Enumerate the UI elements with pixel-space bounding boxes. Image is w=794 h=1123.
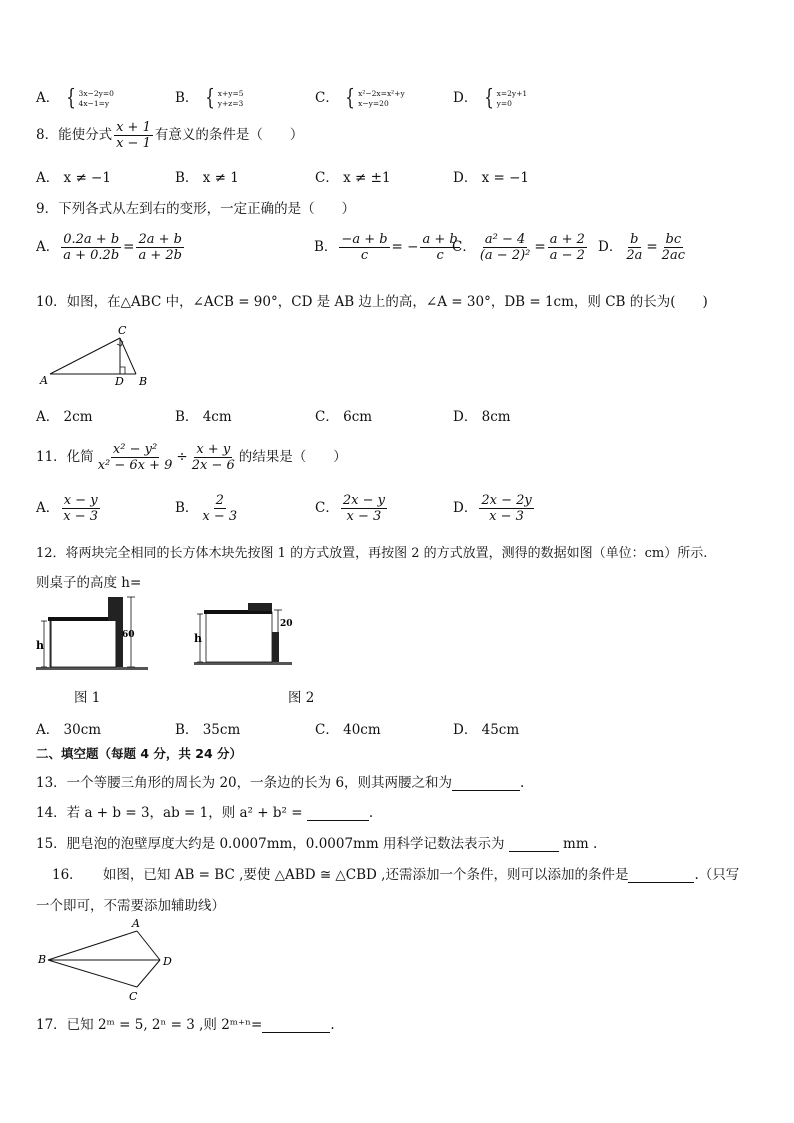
q7-a-eq2: 4x−1=y	[78, 98, 110, 108]
q11-fraction-2: $\frac{x + y}{2x - 6}$	[191, 442, 235, 473]
q16-stem-line2: 一个即可，不需要添加辅助线）	[36, 898, 225, 914]
section-heading-fill-in: 二、填空题（每题 4 分，共 24 分）	[36, 746, 243, 761]
q10-option-b: B． 4cm	[175, 409, 232, 425]
q11-option-a: A． $\frac{x - y}{x - 3}$	[36, 493, 99, 524]
q14-answer-blank[interactable]	[307, 807, 369, 821]
q13-stem: 13．一个等腰三角形的周长为 20，一条边的长为 6，则其两腰之和为 .	[36, 775, 525, 791]
q9-option-d: D． $\frac{b}{2a}$ = $\frac{bc}{2ac}$	[598, 232, 685, 263]
q11-stem: 11．化简 $\frac{\text{x² − y²}}{\text{x² − 6x + 9}}$ ÷ $\frac{x + y}{2x - 6}$ 的结果是（ ）	[36, 442, 347, 473]
q10-label-c: C	[118, 324, 127, 337]
q7-c-eq1: x²−2x=x²+y	[358, 88, 405, 98]
q15-answer-blank[interactable]	[509, 838, 559, 852]
q9-option-a: A． $\frac{0.2a + b}{a + 0.2b}$ = $\frac{2a + b}{a + 2b}$	[36, 232, 182, 263]
q12-stem-line1: 12．将两块完全相同的长方体木块先按图 1 的方式放置，再按图 2 的方式放置，测得的数据如图（单位：cm）所示.	[36, 546, 708, 561]
q10-label-b: B	[139, 375, 148, 388]
q15-stem: 15．肥皂泡的泡壁厚度大约是 0.0007mm，0.0007mm 用科学记数法表示为 mm .	[36, 836, 598, 852]
q8-fraction: $\frac{x + 1}{x - 1}$	[116, 120, 151, 151]
q10-stem: 10．如图，在△ABC 中，∠ACB = 90°，CD 是 AB 边上的高，∠A = 30°，DB = 1cm，则 CB 的长为( )	[36, 294, 708, 310]
q11-option-b: B． $\frac{2}{x - 3}$	[175, 493, 238, 524]
q10-option-d: D． 8cm	[453, 409, 511, 425]
q7-option-a: A． { 3x−2y=0 4x−1=y	[36, 85, 114, 111]
q8-stem: 8．能使分式 $\frac{x + 1}{x - 1}$ 有意义的条件是（ ）	[36, 120, 304, 151]
q12-fig2-value: 20	[280, 619, 293, 629]
q8-option-b: B． x ≠ 1	[175, 170, 239, 186]
q8-option-c: C． x ≠ ±1	[315, 170, 391, 186]
q12-option-d: D． 45cm	[453, 722, 520, 738]
q17-answer-blank[interactable]	[262, 1019, 330, 1033]
q7-option-c: C． { x²−2x=x²+y x−y=20	[315, 85, 405, 111]
q10-option-a: A． 2cm	[36, 409, 93, 425]
q14-stem: 14．若 a + b = 3，ab = 1，则 a² + b² = .	[36, 805, 374, 821]
q7-option-d: D． { x=2y+1 y=0	[453, 85, 528, 111]
q10-label-a: A	[40, 374, 48, 387]
q7-d-eq1: x=2y+1	[496, 88, 528, 98]
q16-label-c: C	[129, 990, 138, 1003]
q7-d-eq2: y=0	[496, 98, 512, 108]
q9-option-c: C． $\frac{\text{a² − 4}}{\text{(a − 2)²}}$ = $\frac{a + 2}{a - 2}$	[452, 232, 585, 263]
q16-label-b: B	[38, 953, 47, 966]
q8-option-d: D． x = −1	[453, 170, 530, 186]
q11-option-c: C． $\frac{2x - y}{x - 3}$	[315, 493, 385, 524]
q12-fig2-h: h	[194, 632, 202, 645]
q16-label-a: A	[132, 917, 140, 930]
q9-stem: 9．下列各式从左到右的变形，一定正确的是（ ）	[36, 201, 356, 217]
q16-label-d: D	[163, 955, 172, 968]
q10-label-d: D	[115, 375, 124, 388]
q16-quadrilateral-figure	[36, 916, 186, 1004]
q12-option-c: C． 40cm	[315, 722, 381, 738]
q12-fig1-value: 60	[122, 630, 135, 640]
q7-a-eq1: 3x−2y=0	[78, 88, 114, 98]
q7-option-b: B． { x+y=5 y+z=3	[175, 85, 244, 111]
q9-option-b: B． $\frac{-a + b}{c}$ = − $\frac{a + b}{c}$	[314, 232, 458, 263]
q7-b-eq1: x+y=5	[217, 88, 244, 98]
q16-stem: 16． 如图，已知 AB = BC ,要使 △ABD ≅ △CBD ,还需添加一个条件，则可以添加的条件是 .（只写	[52, 867, 740, 883]
q12-stem-line2: 则桌子的高度 h=	[36, 575, 142, 591]
q8-option-a: A． x ≠ −1	[36, 170, 111, 186]
q12-option-b: B． 35cm	[175, 722, 241, 738]
q12-fig2-caption: 图 2	[288, 690, 315, 706]
q12-fig1-caption: 图 1	[74, 690, 101, 706]
q13-answer-blank[interactable]	[452, 777, 520, 791]
q16-answer-blank[interactable]	[628, 869, 694, 883]
q12-option-a: A． 30cm	[36, 722, 102, 738]
q7-c-eq2: x−y=20	[358, 98, 389, 108]
q11-fraction-1: $\frac{\text{x² − y²}}{\text{x² − 6x + 9}}$	[97, 442, 173, 473]
q12-figure-1	[36, 595, 156, 680]
q12-figure-2	[194, 600, 304, 675]
q10-triangle-figure	[36, 322, 156, 388]
q12-fig1-h: h	[36, 639, 44, 652]
q10-option-c: C． 6cm	[315, 409, 373, 425]
q17-stem: 17．已知 2ᵐ = 5, 2ⁿ = 3 ,则 2ᵐ⁺ⁿ= .	[36, 1017, 335, 1033]
q7-b-eq2: y+z=3	[217, 98, 244, 108]
q11-option-d: D． $\frac{2x - 2y}{x - 3}$	[453, 493, 532, 524]
